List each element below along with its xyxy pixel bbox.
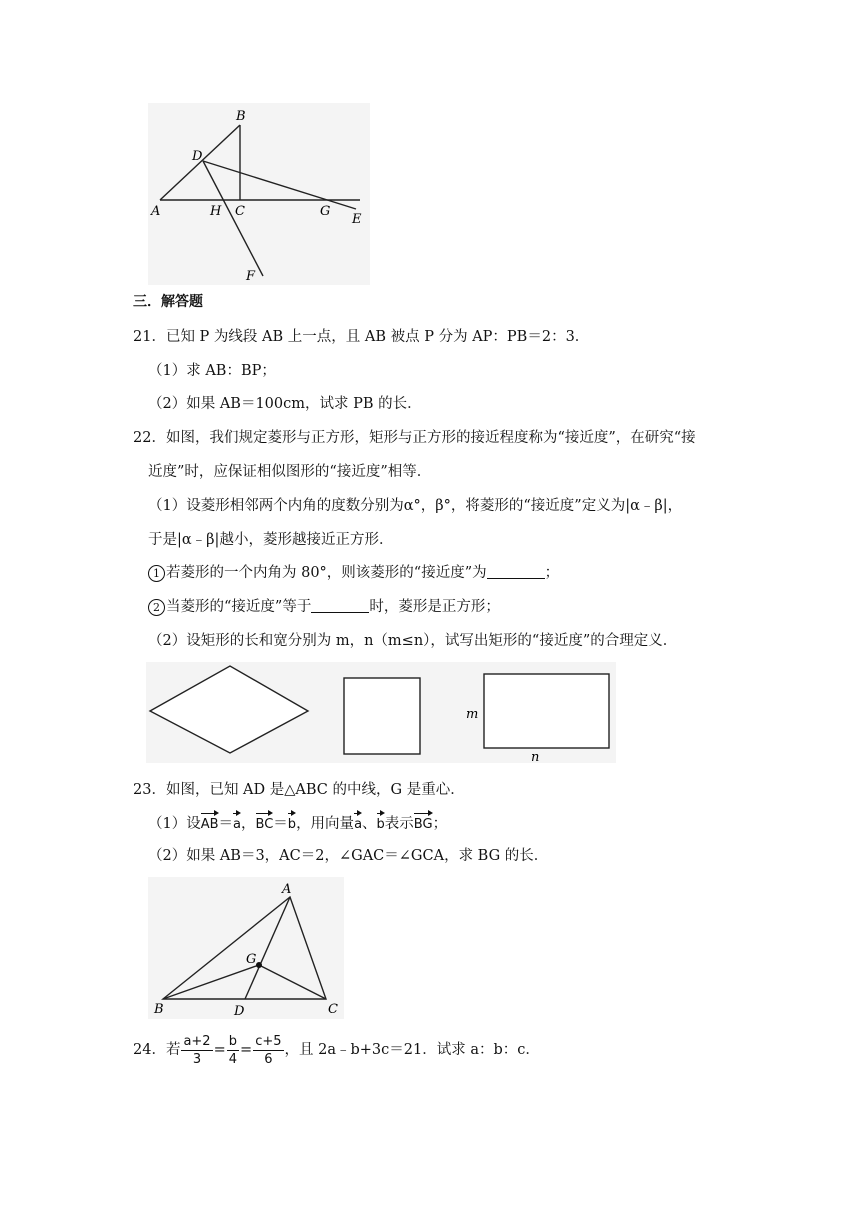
fraction-3-numerator: c+5	[255, 1033, 282, 1049]
answer-blank-1[interactable]	[487, 564, 545, 579]
q24	[133, 1030, 540, 1070]
equals-sign: =	[240, 1042, 253, 1058]
answer-blank-2[interactable]	[311, 598, 369, 613]
shapes-figure	[146, 662, 616, 763]
rectangle-shape	[484, 674, 609, 748]
vector-b: b	[288, 812, 296, 835]
q22-stem-line1: 22．如图，我们规定菱形与正方形，矩形与正方形的接近程度称为“接近度”，在研究“接	[133, 430, 696, 446]
q22-part1-line2: 于是|α﹣β|越小，菱形越接近正方形．	[148, 532, 394, 548]
circled-number-2: 2	[148, 599, 165, 616]
label-d: D	[234, 1004, 245, 1019]
q22-sub2-end: 时，菱形是正方形；	[369, 599, 500, 615]
q21-stem: 21．已知 P 为线段 AB 上一点，且 AB 被点 P 分为 AP：PB＝2：3．	[133, 329, 590, 345]
label-d: D	[192, 149, 203, 164]
q24-prefix: 24．若	[133, 1042, 181, 1058]
fraction-1	[181, 1033, 212, 1068]
vector-bg: BG	[414, 812, 433, 835]
label-e: E	[352, 212, 362, 227]
dun-mark: 、	[362, 816, 377, 832]
vector-a: a	[233, 812, 241, 835]
q23-mid-text: ，用向量	[296, 816, 355, 832]
q22-sub1-text: 若菱形的一个内角为 80°，则该菱形的“接近度”为	[166, 565, 487, 581]
label-g: G	[246, 952, 257, 967]
label-b: B	[236, 109, 246, 124]
label-c: C	[235, 204, 245, 219]
fraction-2	[227, 1033, 239, 1068]
label-f: F	[246, 269, 256, 284]
square-shape	[344, 678, 420, 754]
fraction-2-numerator: b	[228, 1033, 238, 1049]
q23-part1-prefix: （1）设	[148, 816, 201, 832]
vector-ab: AB	[201, 812, 219, 835]
q22-sub1-end: ；	[544, 565, 560, 581]
q22-part2: （2）设矩形的长和宽分别为 m，n（m≤n），试写出矩形的“接近度”的合理定义．	[148, 633, 678, 649]
label-n: n	[531, 750, 540, 763]
q24-suffix: ，且 2a﹣b+3c＝21．试求 a：b：c．	[284, 1042, 540, 1058]
q22-part1-line1: （1）设菱形相邻两个内角的度数分别为α°，β°，将菱形的“接近度”定义为|α﹣β|，	[148, 498, 683, 514]
equals-sign: ＝	[273, 816, 288, 832]
q21-part1: （1）求 AB：BP；	[148, 363, 276, 379]
vector-a-2: a	[354, 812, 362, 835]
fraction-2-denominator: 4	[228, 1051, 238, 1067]
q22-sub2	[148, 597, 500, 617]
fraction-1-denominator: 3	[192, 1051, 202, 1067]
fraction-3-denominator: 6	[264, 1051, 273, 1067]
vector-bc: BC	[256, 812, 274, 835]
semicolon: ；	[432, 816, 448, 832]
q21-part2: （2）如果 AB＝100cm，试求 PB 的长．	[148, 396, 422, 412]
q23-part1	[148, 812, 447, 835]
centroid-point	[256, 962, 262, 968]
geometry-figure-1	[148, 103, 370, 285]
label-h: H	[210, 204, 222, 219]
triangle-figure	[148, 877, 344, 1019]
label-a: A	[282, 882, 292, 897]
q22-sub1	[148, 563, 559, 583]
circled-number-1: 1	[148, 565, 165, 582]
fraction-3	[253, 1033, 283, 1068]
equals-sign: ＝	[218, 816, 234, 832]
q23-represent-text: 表示	[384, 816, 414, 832]
q22-sub2-text: 当菱形的“接近度”等于	[166, 599, 312, 615]
q23-stem: 23．如图，已知 AD 是△ABC 的中线，G 是重心．	[133, 782, 465, 798]
label-m: m	[466, 707, 479, 722]
label-a: A	[151, 204, 161, 219]
section-title: 三．解答题	[133, 294, 203, 310]
comma: ，	[241, 816, 256, 832]
q22-stem-line2: 近度”时，应保证相似图形的“接近度”相等．	[148, 464, 432, 480]
label-b: B	[154, 1002, 164, 1017]
vector-b-2: b	[377, 812, 385, 835]
fraction-1-numerator: a+2	[183, 1033, 211, 1049]
equals-sign: =	[213, 1042, 226, 1058]
label-c: C	[328, 1002, 338, 1017]
label-g: G	[320, 204, 331, 219]
q23-part2: （2）如果 AB＝3，AC＝2，∠GAC＝∠GCA，求 BG 的长．	[148, 848, 549, 864]
